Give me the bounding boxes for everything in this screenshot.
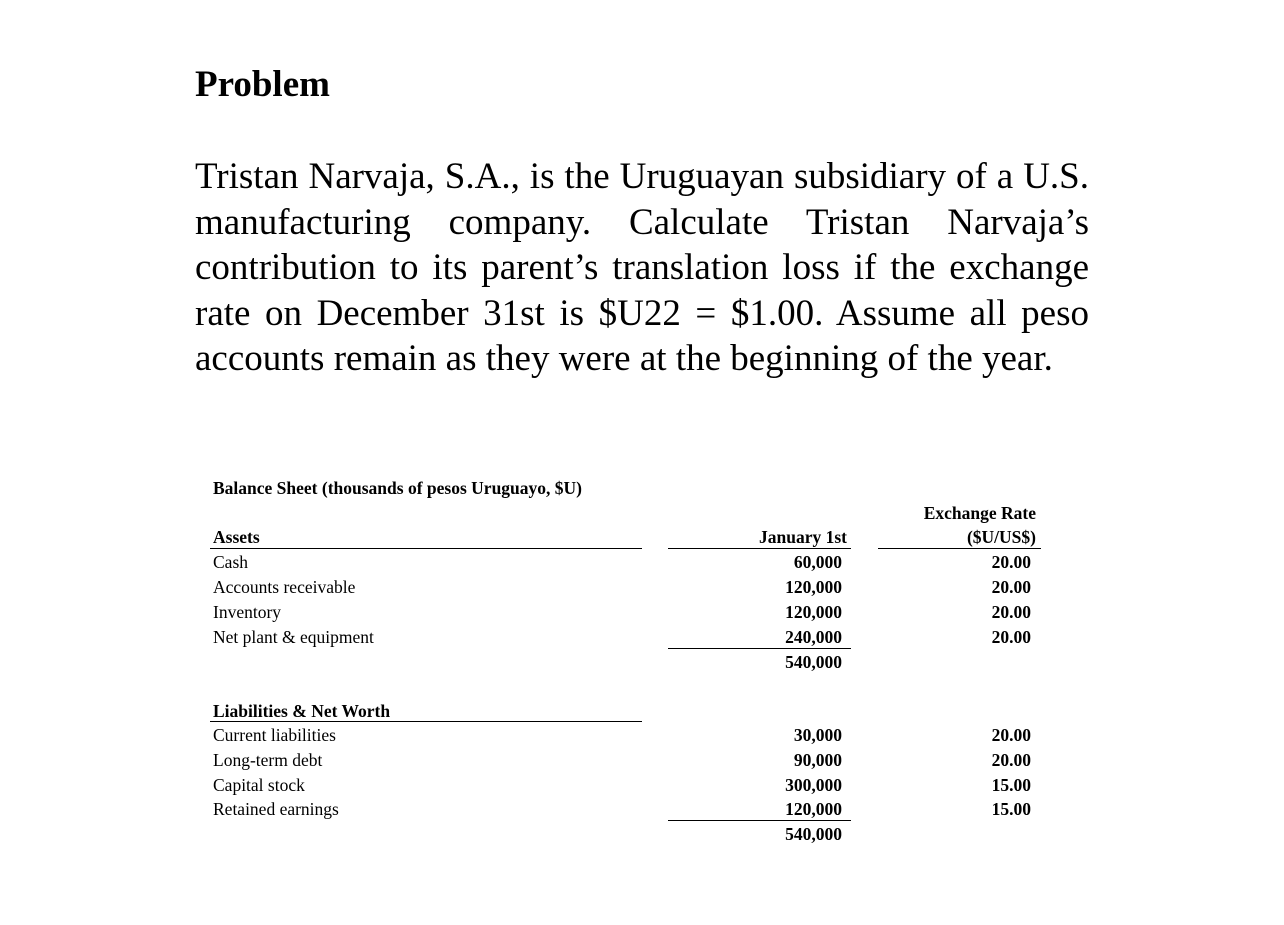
january-header-rule [668,548,851,549]
asset-label: Accounts receivable [213,577,356,597]
assets-total: 540,000 [785,652,842,672]
problem-paragraph: Tristan Narvaja, S.A., is the Uruguayan subsidiary of a U.S. manufacturing company. Calculate Tristan Narvaja’s contribution to its parent’s translation loss if the exchange rate on December 31st is $U22 = $1.00. Assume all peso accounts remain as they were at the beginning of the year. [195,156,1089,380]
liability-value: 120,000 [785,799,842,819]
rate-header-line2: ($U/US$) [966,527,1036,547]
liability-label: Retained earnings [213,799,339,819]
assets-header: Assets [213,527,260,547]
liability-rate: 20.00 [991,750,1031,770]
liability-value: 30,000 [793,725,842,745]
assets-header-rule [210,548,642,549]
asset-label: Net plant & equipment [213,627,374,647]
liability-rate: 15.00 [991,775,1031,795]
assets-total-rule [668,648,851,649]
liabilities-total: 540,000 [785,824,842,844]
liability-value: 300,000 [785,775,842,795]
asset-label: Inventory [213,602,282,622]
liability-value: 90,000 [793,750,842,770]
january-header: January 1st [759,527,847,547]
problem-heading: Problem [195,64,330,105]
rate-header-line1: Exchange Rate [923,503,1036,523]
asset-value: 60,000 [793,552,842,572]
liability-label: Current liabilities [213,725,336,745]
liability-rate: 20.00 [991,725,1031,745]
asset-value: 120,000 [785,577,842,597]
liability-rate: 15.00 [991,799,1031,819]
liability-label: Capital stock [213,775,305,795]
asset-rate: 20.00 [991,602,1031,622]
balance-sheet-title: Balance Sheet (thousands of pesos Uruguayo, $U) [213,478,582,498]
asset-rate: 20.00 [991,577,1031,597]
liabilities-header-rule [210,721,642,722]
liabilities-total-rule [668,820,851,821]
asset-value: 120,000 [785,602,842,622]
liabilities-header: Liabilities & Net Worth [213,701,391,721]
asset-rate: 20.00 [991,552,1031,572]
rate-header-rule [878,548,1041,549]
asset-label: Cash [213,552,248,572]
liability-label: Long-term debt [213,750,323,770]
asset-rate: 20.00 [991,627,1031,647]
asset-value: 240,000 [785,627,842,647]
